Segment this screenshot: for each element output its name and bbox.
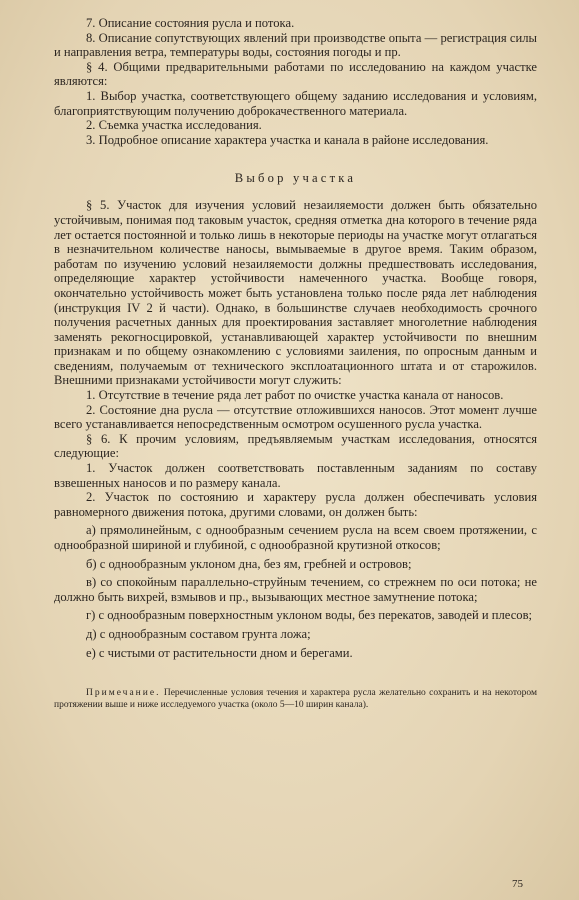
intro-item-7: 7. Описание состояния русла и потока.	[86, 16, 295, 30]
section-heading: Выбор участка	[234, 171, 357, 186]
page-number: 75	[512, 878, 523, 890]
sign-2: 2. Состояние дна русла — отсутствие отложившихся наносов. Этот момент лучше всего устанавливается непосредственным осмотром осушенного русла участка.	[54, 402, 537, 432]
condition-2: 2. Участок по состоянию и характеру русла должен обеспечивать условия равномерного движения потока, другими словами, он должен быть:	[54, 490, 537, 519]
condition-e: е) с чистыми от растительности дном и берегами.	[86, 645, 353, 660]
condition-1: 1. Участок должен соответствовать поставленным заданиям по составу взвешенных наносов и по размеру канала.	[54, 461, 537, 490]
intro-list-1: 1. Выбор участка, соответствующего общему заданию исследования и условиям, благоприятствующим получению доброкачественного материала.	[54, 88, 537, 118]
footnote	[54, 688, 537, 711]
sign-1: 1. Отсутствие в течение ряда лет работ по очистке участка канала от наносов.	[86, 388, 504, 403]
intro-list-3: 3. Подробное описание характера участка и канала в районе исследования.	[86, 132, 489, 147]
footnote-text: Перечисленные условия течения и характера русла желательно сохранить и на некотором протяжении выше и ниже исследуемого участка (около 5—10 ширин канала).	[54, 688, 538, 710]
condition-b: б) с однообразным уклоном дна, без ям, гребней и островов;	[86, 556, 412, 571]
condition-g: г) с однообразным поверхностным уклоном воды, без перекатов, заводей и плесов;	[86, 608, 533, 623]
paragraph-5: § 5. Участок для изучения условий незаиляемости должен быть обязательно устойчивым, понимая под таковым участок, средняя отметка дна которого в течение ряда лет остается постоянной и только лишь в некоторые периоды на участке могут отлагаться в незначительном количестве наносы, вымываемые в другое время. Таким образом, работам по изучению условий незаиляемости должны предшествовать исследования, определяющие характер устойчивости намеченного участка. Вообще говоря, окончательно устойчивость может быть установлена только после ряда лет наблюдения (инструкция IV 2 й части). Однако, в большинстве случаев необходимость срочного получения расчетных данных для проектирования заставляет многолетние наблюдения заменять рекогносцировкой, устанавливающей характер устойчивости по внешним признакам и по общему ознакомлению с условиями заиления, по опросным данным и сведениям, получаемым от технического эксплоатационного штата и от старожилов. Внешними признаками устойчивости могут служить:	[54, 198, 537, 388]
intro-item-8: 8. Описание сопутствующих явлений при производстве опыта — регистрация силы и направления ветра, температуры воды, состояния погоды и пр.	[54, 30, 537, 60]
condition-v: в) со спокойным параллельно-струйным течением, со стрежнем по оси потока; не должно быть вихрей, взмывов и пр., вызывающих местное замутнение потока;	[54, 575, 537, 604]
condition-a: а) прямолинейным, с однообразным сечением русла на всем своем протяжении, с однообразной шириной и глубиной, с однообразной крутизной откосов;	[54, 523, 537, 552]
paragraph-4: § 4. Общими предварительными работами по исследованию на каждом участке являются:	[54, 59, 537, 89]
condition-d: д) с однообразным составом грунта ложа;	[86, 626, 311, 641]
paragraph-6: § 6. К прочим условиям, предъявляемым участкам исследования, относятся следующие:	[54, 431, 537, 461]
intro-list-2: 2. Съемка участка исследования.	[86, 118, 262, 133]
footnote-label: Примечание.	[86, 688, 161, 699]
